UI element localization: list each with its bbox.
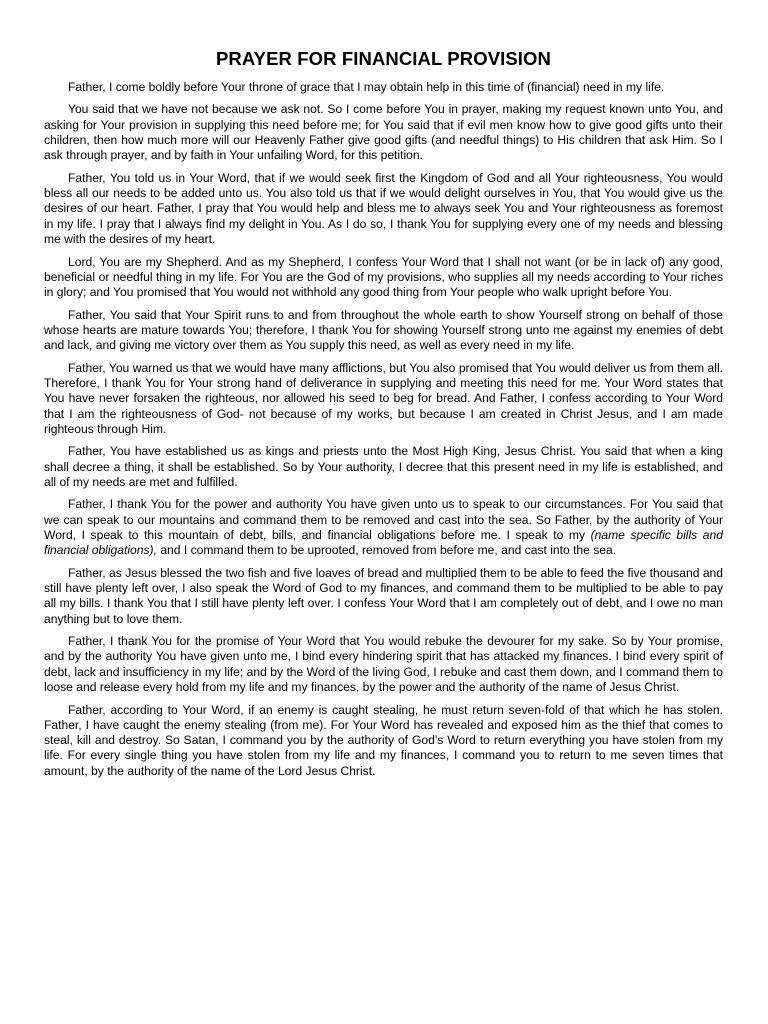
- paragraph-7: Father, You have established us as kings and priests unto the Most High King, Jesus Christ. You said that when a king shall decree a thing, it shall be established. So by Your authority, I decree that this present need in my life is established, and all of my needs are met and fulfilled.: [44, 444, 723, 489]
- paragraph-11: Father, according to Your Word, if an enemy is caught stealing, he must return seven-fold of that which he has stolen. Father, I have caught the enemy stealing (from me). For Your Word has revealed and exposed him as the thief that comes to steal, kill and destroy. So Satan, I command you by the authority of God’s Word to return everything you have stolen from my life. For every single thing you have stolen from my life and my finances, I command you to return to me seven times that amount, by the authority of the name of the Lord Jesus Christ.: [44, 702, 723, 778]
- paragraph-3: Father, You told us in Your Word, that if we would seek first the Kingdom of God and all Your righteousness, You would bless all our needs to be added unto us. You also told us that if we would delight ourselves in You, that You would give us the desires of our heart. Father, I pray that You would help and bless me to always seek You and Your righteousness as foremost in my life. I pray that I always find my delight in You. As I do so, I thank You for supplying every one of my needs and blessing me with the desires of my heart.: [44, 170, 723, 247]
- paragraph-6: Father, You warned us that we would have many afflictions, but You also promised that You would deliver us from them all. Therefore, I thank You for Your strong hand of deliverance in supplying and meeting this need for me. Your Word states that You have never forsaken the righteous, nor allowed his seed to beg for bread. And Father, I confess according to Your Word that I am the righteousness of God- not because of my works, but because I am created in Christ Jesus, and I am made righteous through Him.: [44, 360, 723, 436]
- document-page: [44, 48, 723, 779]
- document-title: PRAYER FOR FINANCIAL PROVISION: [215, 48, 551, 69]
- paragraph-2: You said that we have not because we ask not. So I come before You in prayer, making my request known unto You, and asking for Your provision in supplying this need before me; for You said that if evil men know how to give good gifts unto their children, then how much more will our Heavenly Father give good gifts (and needful things) to His children that ask Him. So I ask through prayer, and by faith in Your unfailing Word, for this petition.: [44, 102, 723, 163]
- paragraph-8-text-end: and I command them to be uprooted, removed from before me, and cast into the sea.: [156, 543, 617, 558]
- paragraph-4: Lord, You are my Shepherd. And as my Shepherd, I confess Your Word that I shall not want (or be in lack of) any good, beneficial or needful thing in my life. For You are the God of my provisions, who supplies all my needs according to Your riches in glory; and You promised that You would not withhold any good thing from Your people who walk upright before You.: [44, 254, 723, 300]
- paragraph-10: Father, I thank You for the promise of Your Word that You would rebuke the devourer for my sake. So by Your promise, and by the authority You have given unto me, I bind every hindering spirit that has attacked my finances. I bind every spirit of debt, lack and insufficiency in my life; and by the Word of the living God, I rebuke and cast them down, and I command them to loose and release every hold from my life and my finances, by the power and the authority of the name of Jesus Christ.: [44, 634, 723, 695]
- paragraph-8-italic-note: (name specific bills and financial obligations),: [44, 528, 723, 558]
- paragraph-9: Father, as Jesus blessed the two fish and five loaves of bread and multiplied them to be able to feed the five thousand and still have plenty left over, I also speak the Word of God to my finances, and command them to be multiplied to be able to pay all my bills. I thank You that I still have plenty left over. I confess Your Word that I am completely out of debt, and I owe no man anything but to love them.: [44, 565, 723, 626]
- paragraph-1: Father, I come boldly before Your throne of grace that I may obtain help in this time of (financial) need in my life.: [68, 80, 665, 94]
- paragraph-8-text-start: Father, I thank You for the power and authority You have given unto us to speak to our circumstances. For You said that we can speak to our mountains and command them to be removed and cast into the sea. So Father, by the authority of Your Word, I speak to this mountain of debt, bills, and financial obligations before me. I speak to my: [44, 497, 723, 543]
- paragraph-8: [44, 497, 723, 558]
- paragraph-5: Father, You said that Your Spirit runs to and from throughout the whole earth to show Yourself strong on behalf of those whose hearts are mature towards You; therefore, I thank You for showing Yourself strong unto me against my enemies of debt and lack, and giving me victory over them as You supply this need, as well as every need in my life.: [44, 307, 723, 353]
